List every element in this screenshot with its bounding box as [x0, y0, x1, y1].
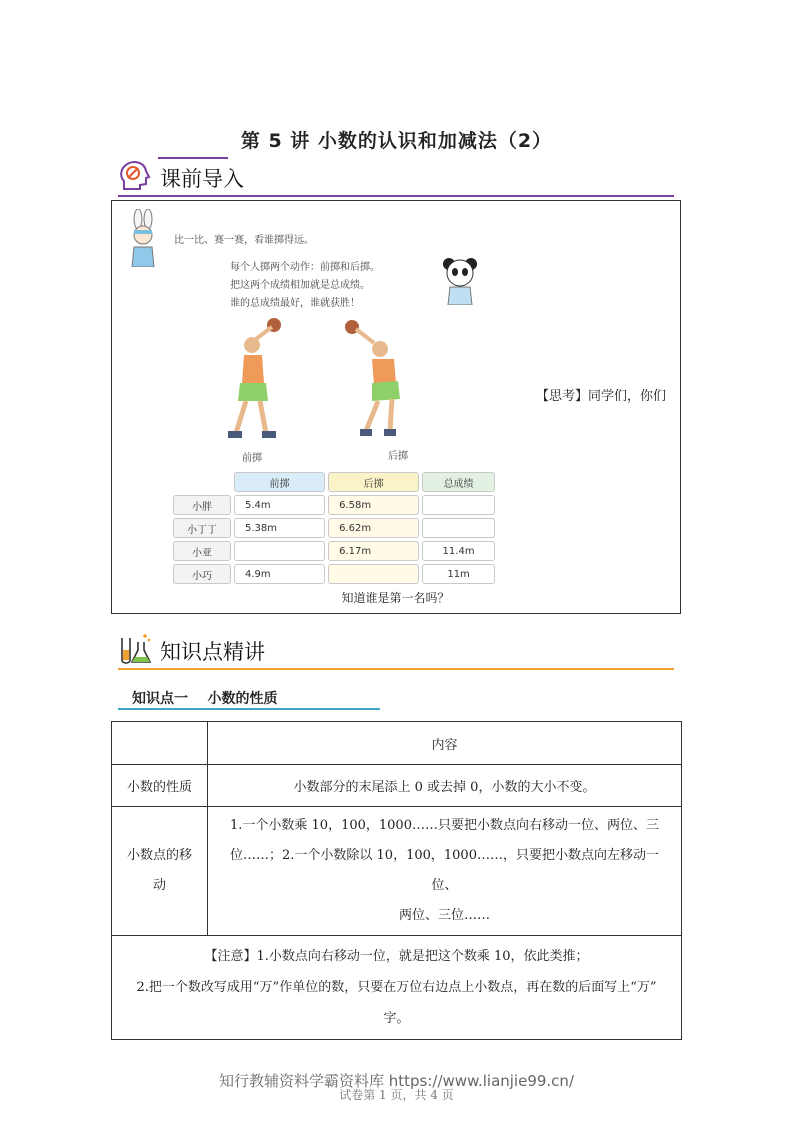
- bubble-rabbit: 比一比、赛一赛，看谁掷得远。: [174, 235, 314, 246]
- knowledge-point-title: [118, 688, 380, 710]
- content-line: 位……；2.一个小数除以 10，100，1000……，只要把小数点向左移动一位、: [230, 848, 659, 893]
- header-empty-cell: [112, 722, 208, 765]
- front-cell: [234, 541, 325, 561]
- total-cell: [422, 518, 495, 538]
- name-cell: 小亚: [173, 541, 231, 561]
- header-cell: 内容: [208, 722, 682, 765]
- section-header-intro: [118, 157, 674, 197]
- bubble-rules: [230, 259, 380, 313]
- section-title: 课前导入: [160, 167, 244, 191]
- section-divider: [118, 668, 674, 670]
- note-line: 2.把一个数改写成用“万”作单位的数，只要在万位右边点上小数点，再在数的后面写上“万”: [136, 980, 657, 995]
- think-prompt: 【思考】同学们，你们: [536, 389, 667, 404]
- section-accent-bar: [158, 157, 228, 159]
- row-label-line: 动: [152, 878, 166, 893]
- note-cell: [112, 936, 682, 1040]
- header-cell: 总成绩: [422, 472, 495, 492]
- name-cell: 小胖: [173, 495, 231, 515]
- total-cell: 11m: [422, 564, 495, 584]
- row-label: [112, 807, 208, 936]
- note-line: 【注意】1.小数点向右移动一位，就是把这个数乘 10，依此类推；: [204, 949, 589, 964]
- knowledge-point-underline: [118, 708, 380, 710]
- section-header-knowledge: [118, 630, 674, 670]
- section-title: 知识点精讲: [160, 640, 265, 664]
- back-cell: 6.17m: [328, 541, 419, 561]
- label-front-throw: 前掷: [242, 453, 262, 464]
- note-line: 字。: [383, 1011, 410, 1026]
- header-empty-cell: [173, 472, 231, 492]
- row-label-line: 小数点的移: [126, 848, 192, 863]
- head-thinking-icon: [118, 159, 152, 193]
- row-content: 小数部分的末尾添上 0 或去掉 0，小数的大小不变。: [208, 765, 682, 807]
- row-content: [208, 807, 682, 936]
- content-line: 1.一个小数乘 10，100，1000……只要把小数点向右移动一位、两位、三: [230, 818, 659, 833]
- header-cell: 前掷: [234, 472, 325, 492]
- player-back-throw-illustration: [342, 319, 422, 443]
- footer-watermark: 知行教辅资料学霸资料库 https://www.lianjie99.cn/: [219, 1072, 574, 1090]
- table-row: [173, 541, 495, 561]
- front-cell: 5.38m: [234, 518, 325, 538]
- name-cell: 小巧: [173, 564, 231, 584]
- front-cell: 4.9m: [234, 564, 325, 584]
- back-cell: 6.58m: [328, 495, 419, 515]
- table-row: [173, 495, 495, 515]
- total-cell: 11.4m: [422, 541, 495, 561]
- label-back-throw: 后掷: [388, 451, 408, 462]
- section-divider: [118, 195, 674, 197]
- page-number: 试卷第 1 页，共 4 页: [339, 1088, 454, 1102]
- back-cell: 6.62m: [328, 518, 419, 538]
- score-table-header: [173, 472, 495, 492]
- total-cell: [422, 495, 495, 515]
- front-cell: 5.4m: [234, 495, 325, 515]
- score-table: [170, 469, 498, 587]
- row-label: 小数的性质: [112, 765, 208, 807]
- player-front-throw-illustration: [222, 317, 292, 447]
- panda-illustration: [440, 255, 480, 305]
- back-cell: [328, 564, 419, 584]
- table-row: [112, 807, 682, 936]
- rabbit-illustration: [126, 209, 160, 267]
- table-row: [173, 564, 495, 584]
- intro-illustration-box: [111, 200, 681, 614]
- rule-line: 每个人掷两个动作：前掷和后掷。: [230, 262, 380, 273]
- rule-line: 把这两个成绩相加就是总成绩。: [230, 280, 370, 291]
- table-row: [173, 518, 495, 538]
- table-row: [112, 936, 682, 1040]
- content-table: [111, 721, 682, 1040]
- table-row: [112, 765, 682, 807]
- name-cell: 小丁丁: [173, 518, 231, 538]
- content-line: 两位、三位……: [398, 908, 490, 923]
- header-cell: 后掷: [328, 472, 419, 492]
- knowledge-point-label: 知识点一 小数的性质: [132, 691, 278, 707]
- lab-flask-icon: [118, 632, 152, 666]
- rule-line: 谁的总成绩最好，谁就获胜！: [230, 298, 360, 309]
- table-row: [112, 722, 682, 765]
- intro-question: 知道谁是第一名吗？: [341, 591, 450, 605]
- page-title: 第 5 讲 小数的认识和加减法（2）: [240, 130, 553, 152]
